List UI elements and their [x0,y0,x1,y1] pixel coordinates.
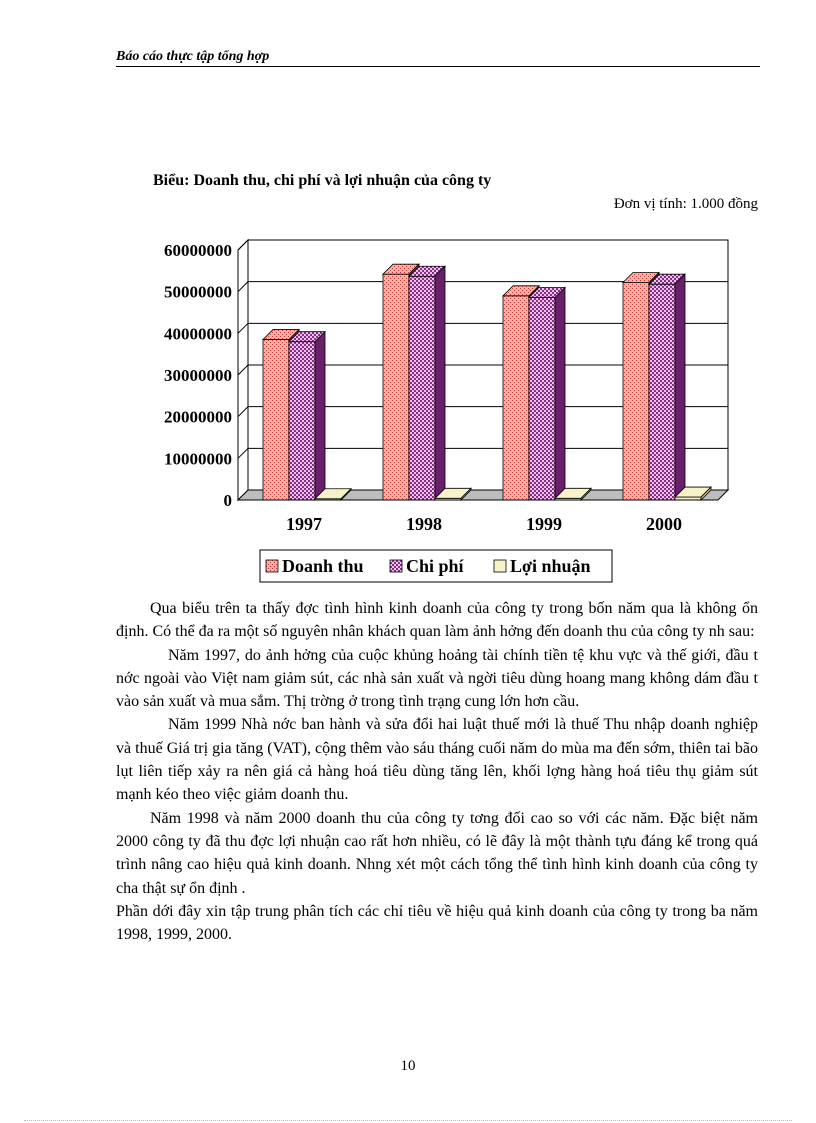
chart-legend [260,550,612,582]
bar-front [503,296,529,500]
y-tick-label: 20000000 [164,407,232,427]
footer-divider [24,1120,792,1121]
page-number: 10 [400,1058,416,1074]
x-tick-label: 2000 [646,514,682,534]
paragraph-1999: Năm 1999 Nhà nớc ban hành và sửa đổi hai luật thuế mới là thuế Thu nhập doanh nghiệp và thuế Giá trị gia tăng (VAT), cộng thêm vào sáu tháng cuối năm do mùa ma đến sớm, thiên tai bão lụt liên tiếp xảy ra nên giá cả hàng hoá tiêu dùng tăng lên, khối lợng hàng hoá tiêu thụ giảm sút mạnh kéo theo việc giảm doanh thu. [116,716,758,804]
bar-front [649,284,675,500]
legend-swatch-2 [494,560,506,572]
y-tick-label: 60000000 [164,241,232,260]
paragraph-closing: Phần dới đây xin tập trung phân tích các chỉ tiêu về hiệu quả kinh doanh của công ty trong ba năm 1998, 1999, 2000. [116,902,758,944]
paragraph-intro: Qua biểu trên ta thấy đợc tình hình kinh doanh của công ty trong bốn năm qua là không ổn định. Có thể đa ra một số nguyên nhân khách quan làm ảnh hởng đến doanh thu của công ty nh sau: [116,600,758,641]
legend-swatch-0 [266,560,278,572]
x-tick-label: 1999 [526,514,562,534]
bar-Chi phí-1998 [409,266,445,500]
bar-chart [130,230,750,590]
x-tick-label: 1998 [406,514,442,534]
legend-label-2: Lợi nhuận [510,556,591,576]
legend-label-1: Chi phí [406,556,464,576]
bar-front [623,283,649,501]
y-tick-label: 0 [223,491,232,510]
x-tick-label: 1997 [286,514,322,534]
bar-front [409,276,435,500]
bar-side [435,266,445,500]
legend-swatch-1 [390,560,402,572]
bar-Chi phí-2000 [649,274,685,500]
bar-front [289,342,315,500]
chart-title: Biểu: Doanh thu, chi phí và lợi nhuận của công ty [153,172,492,189]
chart-unit: Đơn vị tính: 1.000 đồng [613,196,758,212]
bar-front [529,298,555,501]
body-text [116,597,758,946]
header-title: Báo cáo thực tập tổng hợp [116,49,270,64]
y-tick-label: 10000000 [164,449,232,469]
paragraph-1997: Năm 1997, do ảnh hởng của cuộc khủng hoảng tài chính tiền tệ khu vực và thế giới, đầu t nớc ngoài vào Việt nam giảm sút, các nhà sản xuất và ngời tiêu dùng hoang mang không dám đầu t vào sản xuất và mua sắm. Thị trờng ở trong tình trạng cung lớn hơn cầu. [116,646,758,711]
y-tick-label: 30000000 [164,366,232,385]
bar-side [315,332,325,500]
bar-side [555,288,565,501]
page-header [116,46,760,67]
legend-label-0: Doanh thu [282,556,364,576]
bar-front [263,340,289,500]
y-tick-label: 50000000 [164,282,232,302]
bar-front [383,274,409,500]
y-tick-label: 40000000 [164,324,232,344]
bar-Chi phí-1999 [529,288,565,501]
paragraph-1998-2000: Năm 1998 và năm 2000 doanh thu của công ty tơng đối cao so với các năm. Đặc biệt năm 2000 công ty đã thu đợc lợi nhuận cao rất hơn nhiều, có lẽ đây là một thành tựu đáng kể trong quá trình nâng cao hiệu quả kinh doanh. Nhng xét một cách tổng thể tình hình kinh doanh của công ty cha thật sự ổn định . [116,809,758,897]
bar-Chi phí-1997 [289,332,325,500]
bar-side [675,274,685,500]
